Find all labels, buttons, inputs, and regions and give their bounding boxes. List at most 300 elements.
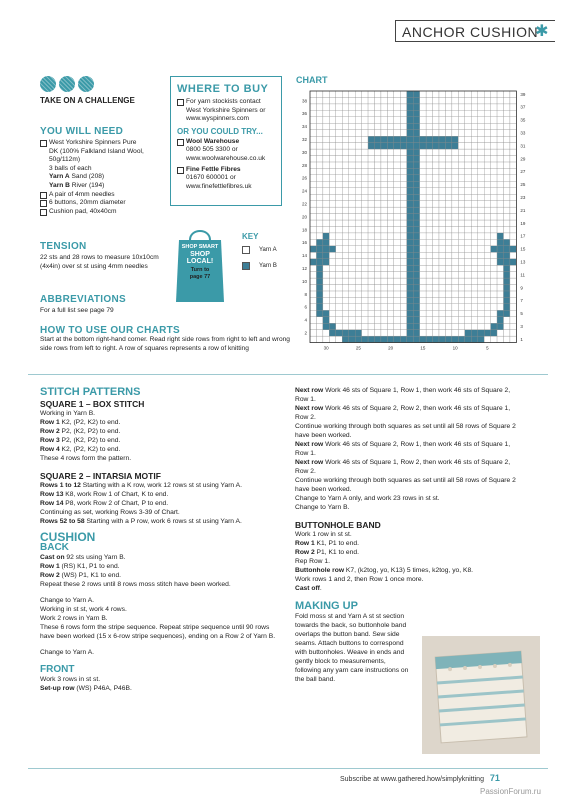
chart-cell-yarn-a [316, 91, 322, 97]
chart-cell-yarn-a [465, 188, 471, 194]
chart-cell-yarn-a [355, 162, 361, 168]
chart-cell-yarn-a [433, 188, 439, 194]
chart-cell-yarn-a [342, 272, 348, 278]
chart-cell-yarn-a [316, 123, 322, 129]
chart-cell-yarn-a [349, 136, 355, 142]
chart-cell-yarn-a [368, 175, 374, 181]
chart-cell-yarn-a [491, 149, 497, 155]
back-instructions [40, 553, 285, 657]
chart-cell-yarn-a [349, 117, 355, 123]
chart-cell-yarn-a [381, 323, 387, 329]
chart-cell-yarn-a [439, 330, 445, 336]
chart-cell-yarn-b [413, 272, 419, 278]
materials-list [40, 139, 160, 216]
chart-cell-yarn-a [458, 272, 464, 278]
chart-right-tick: 11 [520, 272, 526, 278]
chart-cell-yarn-a [355, 201, 361, 207]
chart-cell-yarn-b [413, 188, 419, 194]
chart-cell-yarn-a [375, 201, 381, 207]
chart-cell-yarn-a [478, 265, 484, 271]
chart-left-tick: 8 [304, 291, 307, 297]
chart-cell-yarn-b [400, 143, 406, 149]
chart-cell-yarn-a [355, 304, 361, 310]
chart-right-tick: 7 [520, 298, 523, 304]
chart-cell-yarn-b [413, 317, 419, 323]
chart-cell-yarn-a [497, 207, 503, 213]
chart-cell-yarn-a [465, 239, 471, 245]
chart-cell-yarn-a [504, 323, 510, 329]
chart-cell-yarn-a [368, 233, 374, 239]
chart-cell-yarn-a [433, 317, 439, 323]
chart-cell-yarn-a [387, 149, 393, 155]
chart-cell-yarn-a [484, 168, 490, 174]
chart-cell-yarn-a [336, 310, 342, 316]
chart-cell-yarn-a [465, 246, 471, 252]
chart-cell-yarn-a [381, 97, 387, 103]
chart-cell-yarn-a [497, 201, 503, 207]
chart-cell-yarn-b [387, 143, 393, 149]
chart-cell-yarn-a [465, 233, 471, 239]
chart-cell-yarn-a [491, 291, 497, 297]
chart-cell-yarn-b [413, 91, 419, 97]
chart-cell-yarn-a [484, 246, 490, 252]
chart-cell-yarn-a [342, 246, 348, 252]
instruction-line: These 6 rows form the stripe sequence. Repeat stripe sequence until 90 rows have been worked (15 x 6-row stripe sequences), ending on a Row 2 of Yarn B. [40, 624, 276, 640]
chart-cell-yarn-a [368, 104, 374, 110]
chart-cell-yarn-a [342, 97, 348, 103]
chart-cell-yarn-a [433, 214, 439, 220]
chart-cell-yarn-a [491, 297, 497, 303]
chart-cell-yarn-a [355, 175, 361, 181]
chart-cell-yarn-a [342, 297, 348, 303]
chart-cell-yarn-a [342, 181, 348, 187]
chart-cell-yarn-b [316, 252, 322, 258]
chart-cell-yarn-a [336, 336, 342, 342]
chart-cell-yarn-a [491, 136, 497, 142]
chart-cell-yarn-a [329, 181, 335, 187]
yarn-a-label: Yarn A [259, 247, 277, 253]
chart-cell-yarn-a [387, 310, 393, 316]
chart-cell-yarn-b [413, 97, 419, 103]
chart-cell-yarn-a [342, 143, 348, 149]
chart-cell-yarn-a [375, 278, 381, 284]
chart-cell-yarn-a [381, 291, 387, 297]
chart-cell-yarn-b [323, 259, 329, 265]
chart-cell-yarn-a [368, 239, 374, 245]
chart-cell-yarn-a [439, 278, 445, 284]
chart-cell-yarn-a [452, 110, 458, 116]
chart-cell-yarn-b [497, 323, 503, 329]
abbreviations-title: ABBREVIATIONS [40, 294, 126, 305]
instruction-line [40, 641, 285, 648]
chart-cell-yarn-a [452, 304, 458, 310]
chart-cell-yarn-a [445, 317, 451, 323]
chart-cell-yarn-a [478, 304, 484, 310]
chart-cell-yarn-a [491, 304, 497, 310]
chart-cell-yarn-a [381, 168, 387, 174]
chart-cell-yarn-a [426, 123, 432, 129]
chart-cell-yarn-a [387, 285, 393, 291]
chart-cell-yarn-a [439, 220, 445, 226]
chart-cell-yarn-a [323, 272, 329, 278]
chart-cell-yarn-a [387, 123, 393, 129]
chart-cell-yarn-a [336, 175, 342, 181]
chart-cell-yarn-a [329, 272, 335, 278]
chart-left-tick: 28 [301, 162, 307, 168]
chart-cell-yarn-a [420, 156, 426, 162]
checkbox-icon [40, 200, 47, 207]
chart-cell-yarn-a [458, 123, 464, 129]
chart-right-tick: 23 [520, 195, 526, 201]
checkbox-icon [40, 192, 47, 199]
chart-cell-yarn-a [381, 310, 387, 316]
chart-cell-yarn-a [375, 226, 381, 232]
chart-cell-yarn-a [336, 304, 342, 310]
chart-cell-yarn-a [375, 104, 381, 110]
chart-cell-yarn-a [323, 156, 329, 162]
chart-right-tick: 1 [520, 336, 523, 342]
chart-cell-yarn-a [394, 246, 400, 252]
chart-cell-yarn-a [355, 194, 361, 200]
shops-list [177, 138, 275, 192]
chart-cell-yarn-a [310, 291, 316, 297]
chart-cell-yarn-a [478, 317, 484, 323]
chart-cell-yarn-a [433, 323, 439, 329]
chart-cell-yarn-a [452, 310, 458, 316]
chart-cell-yarn-a [375, 188, 381, 194]
chart-cell-yarn-a [452, 130, 458, 136]
chart-cell-yarn-a [471, 97, 477, 103]
chart-cell-yarn-a [484, 285, 490, 291]
instruction-line: Change to Yarn A. [40, 649, 95, 656]
chart-cell-yarn-a [420, 304, 426, 310]
chart-cell-yarn-a [349, 272, 355, 278]
chart-cell-yarn-a [478, 207, 484, 213]
chart-cell-yarn-a [349, 220, 355, 226]
chart-cell-yarn-a [381, 285, 387, 291]
chart-cell-yarn-b [491, 323, 497, 329]
chart-cell-yarn-a [336, 272, 342, 278]
chart-cell-yarn-b [387, 336, 393, 342]
chart-cell-yarn-a [445, 149, 451, 155]
chart-left-tick: 2 [304, 330, 307, 336]
chart-cell-yarn-a [491, 272, 497, 278]
chart-cell-yarn-b [413, 175, 419, 181]
chart-cell-yarn-a [329, 304, 335, 310]
chart-cell-yarn-a [465, 110, 471, 116]
chart-cell-yarn-a [426, 104, 432, 110]
chart-cell-yarn-a [426, 214, 432, 220]
chart-cell-yarn-a [329, 168, 335, 174]
chart-cell-yarn-a [510, 304, 516, 310]
chart-cell-yarn-a [471, 304, 477, 310]
chart-cell-yarn-a [355, 188, 361, 194]
chart-cell-yarn-a [458, 252, 464, 258]
chart-cell-yarn-a [504, 175, 510, 181]
chart-cell-yarn-a [491, 175, 497, 181]
chart-cell-yarn-b [381, 136, 387, 142]
chart-cell-yarn-a [510, 149, 516, 155]
chart-cell-yarn-a [458, 323, 464, 329]
chart-cell-yarn-a [375, 194, 381, 200]
chart-left-tick: 18 [301, 227, 307, 233]
chart-cell-yarn-a [387, 168, 393, 174]
chart-cell-yarn-a [349, 201, 355, 207]
chart-cell-yarn-a [368, 156, 374, 162]
chart-cell-yarn-a [375, 252, 381, 258]
chart-cell-yarn-a [400, 252, 406, 258]
chart-cell-yarn-a [394, 259, 400, 265]
chart-cell-yarn-a [433, 168, 439, 174]
chart-cell-yarn-a [458, 207, 464, 213]
key-title: KEY [242, 232, 259, 241]
chart-cell-yarn-a [362, 188, 368, 194]
chart-cell-yarn-b [310, 246, 316, 252]
chart-cell-yarn-a [375, 310, 381, 316]
chart-cell-yarn-a [368, 278, 374, 284]
chart-cell-yarn-a [484, 175, 490, 181]
chart-cell-yarn-b [510, 259, 516, 265]
chart-cell-yarn-a [465, 168, 471, 174]
chart-cell-yarn-a [329, 201, 335, 207]
chart-cell-yarn-a [497, 97, 503, 103]
chart-cell-yarn-b [413, 194, 419, 200]
chart-cell-yarn-a [471, 265, 477, 271]
chart-cell-yarn-a [400, 162, 406, 168]
chart-cell-yarn-a [510, 265, 516, 271]
chart-cell-yarn-a [504, 97, 510, 103]
chart-cell-yarn-a [310, 272, 316, 278]
chart-cell-yarn-a [445, 97, 451, 103]
chart-cell-yarn-a [342, 117, 348, 123]
chart-cell-yarn-a [316, 168, 322, 174]
chart-cell-yarn-b [426, 136, 432, 142]
chart-cell-yarn-a [316, 97, 322, 103]
chart-cell-yarn-a [310, 168, 316, 174]
chart-cell-yarn-a [433, 291, 439, 297]
chart-cell-yarn-a [439, 110, 445, 116]
chart-cell-yarn-a [375, 214, 381, 220]
chart-cell-yarn-b [316, 272, 322, 278]
chart-cell-yarn-a [465, 278, 471, 284]
chart-cell-yarn-a [400, 123, 406, 129]
chart-cell-yarn-a [445, 297, 451, 303]
chart-right-tick: 27 [520, 169, 526, 175]
chart-cell-yarn-a [491, 123, 497, 129]
chart-cell-yarn-a [394, 323, 400, 329]
chart-cell-yarn-a [387, 104, 393, 110]
chart-cell-yarn-a [458, 110, 464, 116]
chart-cell-yarn-a [310, 130, 316, 136]
chart-cell-yarn-a [504, 117, 510, 123]
chart-cell-yarn-a [465, 136, 471, 142]
instruction-line: Change to Yarn A. [40, 597, 95, 604]
chart-cell-yarn-a [316, 214, 322, 220]
chart-cell-yarn-a [323, 149, 329, 155]
page-number: 71 [489, 773, 500, 783]
chart-cell-yarn-a [387, 130, 393, 136]
chart-cell-yarn-a [445, 265, 451, 271]
chart-cell-yarn-a [458, 136, 464, 142]
chart-cell-yarn-a [400, 104, 406, 110]
chart-cell-yarn-a [452, 233, 458, 239]
chart-cell-yarn-a [478, 272, 484, 278]
chart-cell-yarn-a [381, 201, 387, 207]
chart-cell-yarn-a [504, 214, 510, 220]
chart-cell-yarn-a [342, 104, 348, 110]
chart-cell-yarn-b [413, 304, 419, 310]
chart-cell-yarn-a [445, 91, 451, 97]
chart-cell-yarn-a [316, 181, 322, 187]
chart-cell-yarn-a [471, 285, 477, 291]
chart-cell-yarn-a [310, 317, 316, 323]
chart-cell-yarn-a [316, 156, 322, 162]
chart-cell-yarn-a [394, 220, 400, 226]
chart-cell-yarn-a [471, 136, 477, 142]
chart-cell-yarn-a [491, 226, 497, 232]
chart-cell-yarn-a [323, 168, 329, 174]
chart-cell-yarn-a [426, 252, 432, 258]
chart-cell-yarn-a [420, 117, 426, 123]
chart-cell-yarn-a [458, 188, 464, 194]
square-2-instructions [40, 481, 285, 526]
chart-cell-yarn-a [368, 317, 374, 323]
instruction-line: Next row Work 46 sts of Square 2, Row 2, then work 46 sts of Square 1, Row 2. [295, 405, 511, 421]
chart-cell-yarn-a [394, 181, 400, 187]
chart-cell-yarn-a [329, 259, 335, 265]
chart-cell-yarn-a [504, 220, 510, 226]
chart-cell-yarn-a [497, 278, 503, 284]
buttonhole-instructions [295, 530, 525, 593]
chart-cell-yarn-b [407, 291, 413, 297]
chart-cell-yarn-b [355, 330, 361, 336]
chart-cell-yarn-b [407, 297, 413, 303]
chart-cell-yarn-b [510, 246, 516, 252]
instruction-line: Row 2 P1, K1 to end. [295, 549, 359, 556]
chart-cell-yarn-b [407, 310, 413, 316]
chart-cell-yarn-a [375, 207, 381, 213]
chart-cell-yarn-a [381, 304, 387, 310]
chart-cell-yarn-a [329, 97, 335, 103]
chart-cell-yarn-b [316, 278, 322, 284]
chart-cell-yarn-b [355, 336, 361, 342]
chart-cell-yarn-a [381, 265, 387, 271]
chart-cell-yarn-a [381, 130, 387, 136]
chart-cell-yarn-a [310, 188, 316, 194]
material-item: Yarn A Sand (208) Yarn B River (194) [49, 173, 105, 189]
chart-cell-yarn-a [368, 265, 374, 271]
chart-cell-yarn-a [400, 181, 406, 187]
chart-cell-yarn-a [355, 104, 361, 110]
chart-cell-yarn-a [478, 117, 484, 123]
chart-cell-yarn-a [465, 130, 471, 136]
chart-right-tick: 15 [520, 246, 526, 252]
chart-cell-yarn-a [465, 162, 471, 168]
chart-cell-yarn-a [323, 265, 329, 271]
chart-cell-yarn-b [310, 259, 316, 265]
chart-cell-yarn-a [510, 201, 516, 207]
chart-cell-yarn-a [362, 181, 368, 187]
chart-cell-yarn-a [368, 117, 374, 123]
chart-cell-yarn-a [394, 285, 400, 291]
chart-cell-yarn-a [465, 285, 471, 291]
chart-cell-yarn-a [452, 91, 458, 97]
chart-cell-yarn-a [465, 323, 471, 329]
chart-cell-yarn-a [439, 194, 445, 200]
chart-cell-yarn-a [478, 233, 484, 239]
chart-cell-yarn-a [329, 104, 335, 110]
chart-cell-yarn-a [510, 110, 516, 116]
chart-cell-yarn-b [316, 297, 322, 303]
instruction-line: Change to Yarn B. [295, 504, 350, 511]
chart-cell-yarn-a [439, 123, 445, 129]
chart-cell-yarn-a [400, 265, 406, 271]
chart-cell-yarn-b [504, 265, 510, 271]
chart-cell-yarn-a [400, 304, 406, 310]
cushion-title: CUSHION [40, 530, 96, 544]
chart-cell-yarn-a [336, 91, 342, 97]
square-1-title: SQUARE 1 – BOX STITCH [40, 399, 145, 409]
chart-cell-yarn-a [510, 104, 516, 110]
chart-cell-yarn-a [465, 91, 471, 97]
chart-cell-yarn-a [349, 156, 355, 162]
chart-cell-yarn-a [400, 291, 406, 297]
chart-cell-yarn-a [362, 220, 368, 226]
chart-cell-yarn-a [323, 117, 329, 123]
asterisk-icon: ✱ [535, 23, 549, 40]
chart-cell-yarn-a [433, 110, 439, 116]
chart-cell-yarn-a [336, 97, 342, 103]
instruction-line: Continuing as set, working Rows 3-39 of Chart. [40, 509, 180, 516]
chart-cell-yarn-a [478, 246, 484, 252]
chart-cell-yarn-a [310, 336, 316, 342]
chart-cell-yarn-b [497, 233, 503, 239]
chart-cell-yarn-a [400, 156, 406, 162]
chart-cell-yarn-b [349, 336, 355, 342]
abbreviations-section [40, 294, 180, 316]
chart-cell-yarn-a [510, 175, 516, 181]
chart-cell-yarn-a [381, 239, 387, 245]
chart-cell-yarn-a [458, 143, 464, 149]
chart-cell-yarn-a [445, 117, 451, 123]
chart-cell-yarn-a [504, 181, 510, 187]
instruction-line: Work 3 rows in st st. [40, 676, 101, 683]
chart-cell-yarn-a [394, 233, 400, 239]
chart-cell-yarn-b [445, 136, 451, 142]
chart-cell-yarn-a [491, 110, 497, 116]
chart-cell-yarn-b [316, 246, 322, 252]
chart-cell-yarn-a [362, 149, 368, 155]
chart-cell-yarn-a [349, 226, 355, 232]
chart-cell-yarn-b [478, 330, 484, 336]
chart-cell-yarn-a [310, 149, 316, 155]
chart-cell-yarn-a [439, 239, 445, 245]
chart-cell-yarn-a [426, 226, 432, 232]
chart-cell-yarn-a [349, 239, 355, 245]
chart-cell-yarn-a [452, 239, 458, 245]
chart-cell-yarn-a [400, 259, 406, 265]
chart-cell-yarn-a [426, 181, 432, 187]
chart-cell-yarn-a [452, 194, 458, 200]
chart-cell-yarn-a [362, 104, 368, 110]
chart-cell-yarn-a [458, 175, 464, 181]
chart-cell-yarn-b [375, 336, 381, 342]
chart-cell-yarn-b [323, 310, 329, 316]
chart-cell-yarn-b [316, 259, 322, 265]
chart-cell-yarn-a [504, 143, 510, 149]
chart-cell-yarn-a [362, 194, 368, 200]
chart-cell-yarn-a [491, 104, 497, 110]
